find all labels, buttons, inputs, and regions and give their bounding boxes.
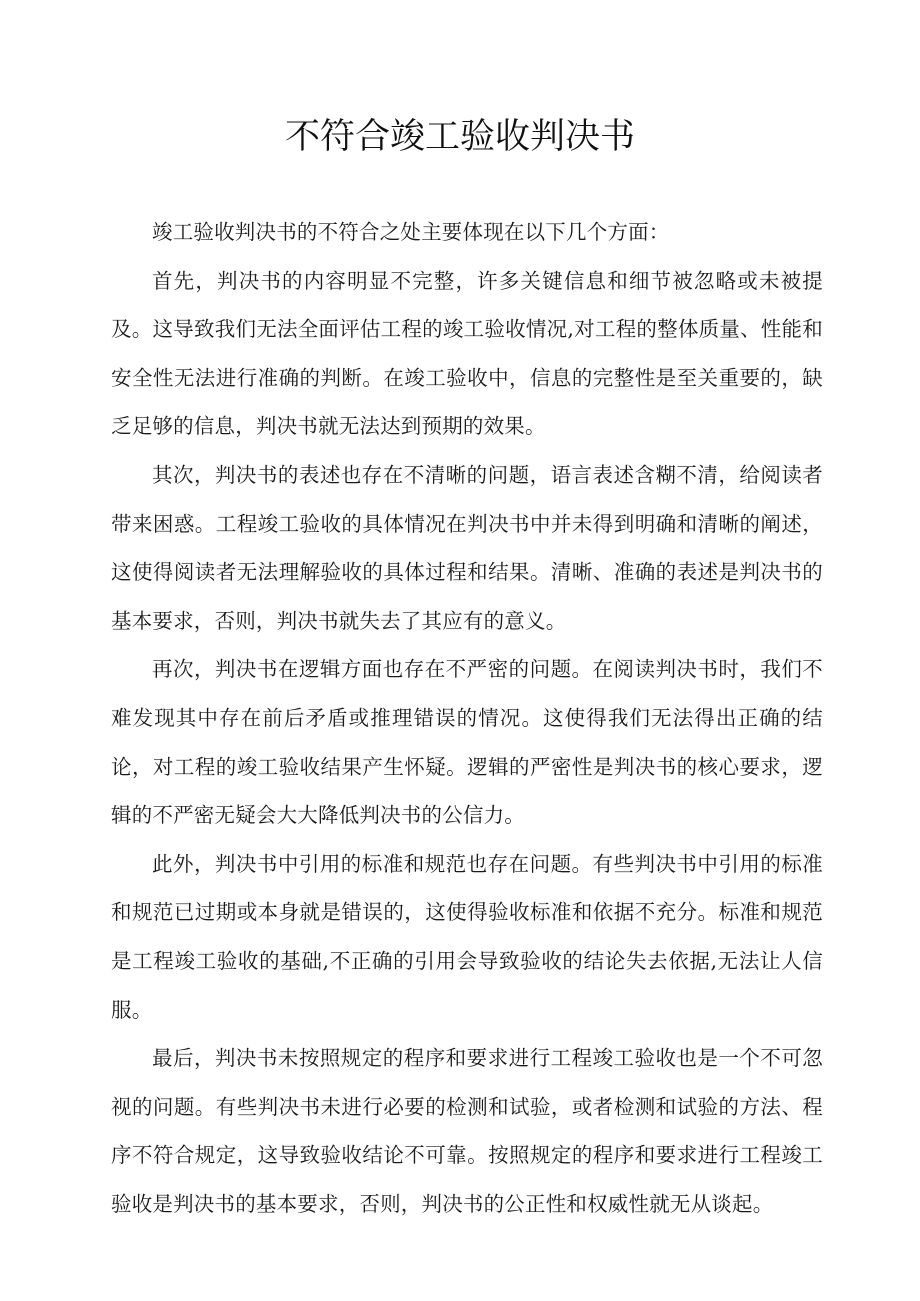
paragraph-third: 再次，判决书在逻辑方面也存在不严密的问题。在阅读判决书时，我们不难发现其中存在前后矛盾或推理错误的情况。这使得我们无法得出正确的结论，对工程的竣工验收结果产生怀疑。逻辑的严密性是判决书的核心要求，逻辑的不严密无疑会大大降低判决书的公信力。 [111,657,823,828]
document-body [111,208,823,1228]
paragraph-last: 最后，判决书未按照规定的程序和要求进行工程竣工验收也是一个不可忽视的问题。有些判决书未进行必要的检测和试验，或者检测和试验的方法、程序不符合规定，这导致验收结论不可靠。按照规定的程序和要求进行工程竣工验收是判决书的基本要求，否则，判决书的公正性和权威性就无从谈起。 [111,1046,823,1216]
paragraph-second: 其次，判决书的表述也存在不清晰的问题，语言表述含糊不清，给阅读者带来困惑。工程竣工验收的具体情况在判决书中并未得到明确和清晰的阐述，这使得阅读者无法理解验收的具体过程和结果。清晰、准确的表述是判决书的基本要求，否则，判决书就失去了其应有的意义。 [111,462,823,633]
paragraph-fourth: 此外，判决书中引用的标准和规范也存在问题。有些判决书中引用的标准和规范已过期或本身就是错误的，这使得验收标准和依据不充分。标准和规范是工程竣工验收的基础,不正确的引用会导致验收的结论失去依据,无法让人信服。 [111,851,823,1022]
paragraph-first: 首先，判决书的内容明显不完整，许多关键信息和细节被忽略或未被提及。这导致我们无法全面评估工程的竣工验收情况,对工程的整体质量、性能和安全性无法进行准确的判断。在竣工验收中，信息的完整性是至关重要的，缺乏足够的信息，判决书就无法达到预期的效果。 [111,268,823,439]
paragraph-intro: 竣工验收判决书的不符合之处主要体现在以下几个方面： [152,220,670,244]
document-title: 不符合竣工验收判决书 [284,117,635,157]
